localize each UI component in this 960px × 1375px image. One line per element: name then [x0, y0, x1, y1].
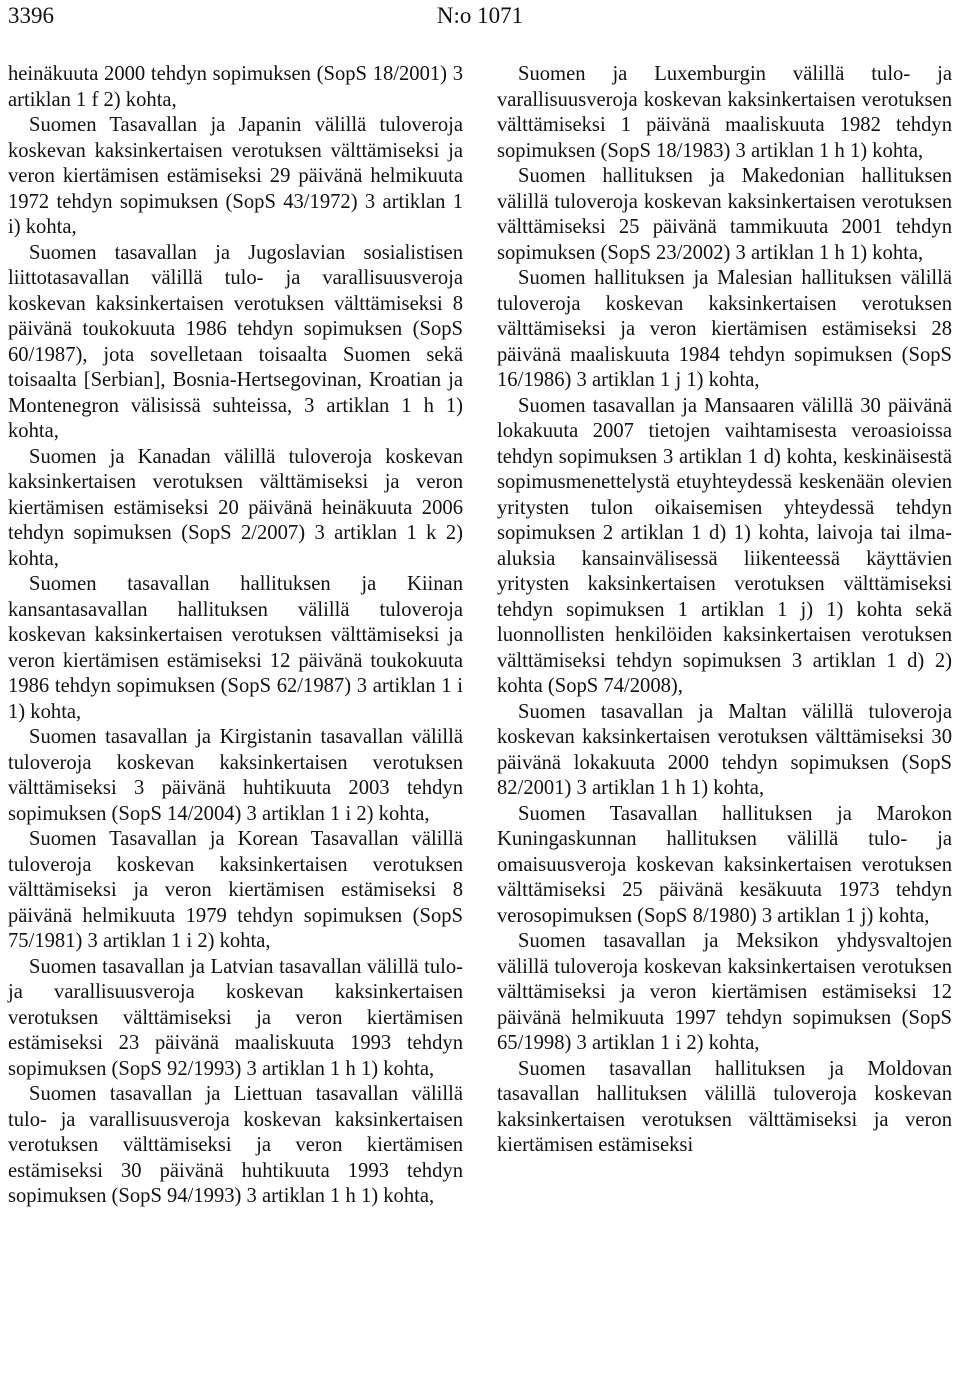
- treaty-item-isle-of-man: Suomen tasavallan ja Mansaaren välillä 30 päivänä lokakuuta 2007 tietojen vaihtamisesta veroasioissa tehdyn sopimuksen 3 artiklan 1 d) kohta, keskinäisestä sopimusmenettelystä etuyhteydessä keskenään olevien yritysten tulon oikaisemisen yhteydessä tehdyn sopimuksen 2 artiklan 1 d) 1) kohta, laivoja tai ilma-aluksia kansainvälisessä liikenteessä käyttävien yritysten kaksinkertaisen verotuksen välttämiseksi tehdyn sopimuksen 1 artiklan 1 j) 1) kohta sekä luonnollisten henkilöiden kaksinkertaisen verotuksen välttämiseksi tehdyn sopimuksen 3 artiklan 1 d) 2) kohta (SopS 74/2008),: [497, 394, 952, 697]
- treaty-item-mexico: Suomen tasavallan ja Meksikon yhdysvaltojen välillä tuloveroja koskevan kaksinkertaisen verotuksen välttämiseksi ja veron kiertämisen estämiseksi 12 päivänä helmikuuta 1997 tehdyn sopimuksen (SopS 65/1998) 3 artiklan 1 i 2) kohta,: [497, 930, 952, 1054]
- treaty-item-malaysia: Suomen hallituksen ja Malesian hallituksen välillä tuloveroja koskevan kaksinkertaisen verotuksen välttämiseksi ja veron kiertämisen estämiseksi 28 päivänä maaliskuuta 1984 tehdyn sopimuksen (SopS 16/1986) 3 artiklan 1 j 1) kohta,: [497, 267, 952, 391]
- treaty-item-yugoslavia: Suomen tasavallan ja Jugoslavian sosialistisen liittotasavallan välillä tulo- ja varallisuusveroja koskevan kaksinkertaisen verotuksen välttämiseksi 8 päivänä toukokuuta 1986 tehdyn sopimuksen (SopS 60/1987), jota sovelletaan toisaalta Suomen sekä toisaalta [Serbian], Bosnia-Hertsegovinan, Kroatian ja Montenegron välisissä suhteissa, 3 artiklan 1 h 1) kohta,: [8, 241, 463, 442]
- treaty-item-korea: Suomen Tasavallan ja Korean Tasavallan välillä tuloveroja koskevan kaksinkertaisen verotuksen välttämiseksi ja veron kiertämisen estämiseksi 8 päivänä helmikuuta 1979 tehdyn sopimuksen (SopS 75/1981) 3 artiklan 1 i 2) kohta,: [8, 828, 463, 952]
- left-column: [8, 62, 463, 1210]
- treaty-item-kyrgyzstan: Suomen tasavallan ja Kirgistanin tasavallan välillä tuloveroja koskevan kaksinkertaisen verotuksen välttämiseksi 3 päivänä huhtikuuta 2003 tehdyn sopimuksen (SopS 14/2004) 3 artiklan 1 i 2) kohta,: [8, 726, 463, 825]
- paragraph-continued: heinäkuuta 2000 tehdyn sopimuksen (SopS 18/2001) 3 artiklan 1 f 2) kohta,: [8, 63, 463, 111]
- treaty-item-latvia: Suomen tasavallan ja Latvian tasavallan välillä tulo- ja varallisuusveroja koskevan kaksinkertaisen verotuksen välttämiseksi ja veron kiertämisen estämiseksi 23 päivänä maaliskuuta 1993 tehdyn sopimuksen (SopS 92/1993) 3 artiklan 1 h 1) kohta,: [8, 955, 463, 1080]
- treaty-item-morocco: Suomen Tasavallan hallituksen ja Marokon Kuningaskunnan hallituksen välillä tulo- ja omaisuusveroja koskevan kaksinkertaisen verotuksen välttämiseksi 25 päivänä kesäkuuta 1973 tehdyn verosopimuksen (SopS 8/1980) 3 artiklan 1 j) kohta,: [497, 802, 952, 927]
- page-header: [8, 0, 952, 40]
- treaty-item-canada: Suomen ja Kanadan välillä tuloveroja koskevan kaksinkertaisen verotuksen välttämiseksi ja veron kiertämisen estämiseksi 20 päivänä heinäkuuta 2006 tehdyn sopimuksen (SopS 2/2007) 3 artiklan 1 k 2) kohta,: [8, 445, 463, 570]
- treaty-item-moldova: Suomen tasavallan hallituksen ja Moldovan tasavallan hallituksen välillä tuloveroja koskevan kaksinkertaisen verotuksen välttämiseksi ja veron kiertämisen estämiseksi: [497, 1057, 952, 1156]
- treaty-item-lithuania: Suomen tasavallan ja Liettuan tasavallan välillä tulo- ja varallisuusveroja koskevan kaksinkertaisen verotuksen välttämiseksi ja veron kiertämisen estämiseksi 30 päivänä huhtikuuta 1993 tehdyn sopimuksen (SopS 94/1993) 3 artiklan 1 h 1) kohta,: [8, 1083, 463, 1207]
- right-column: [497, 62, 952, 1159]
- treaty-item-malta: Suomen tasavallan ja Maltan välillä tuloveroja koskevan kaksinkertaisen verotuksen välttämiseksi 30 päivänä lokakuuta 2000 tehdyn sopimuksen (SopS 82/2001) 3 artiklan 1 h 1) kohta,: [497, 700, 952, 799]
- page-number: 3396: [8, 3, 54, 28]
- treaty-item-luxembourg: Suomen ja Luxemburgin välillä tulo- ja varallisuusveroja koskevan kaksinkertaisen verotuksen välttämiseksi 1 päivänä maaliskuuta 1982 tehdyn sopimuksen (SopS 18/1983) 3 artiklan 1 h 1) kohta,: [497, 63, 952, 162]
- treaty-item-china: Suomen tasavallan hallituksen ja Kiinan kansantasavallan hallituksen välillä tuloveroja koskevan kaksinkertaisen verotuksen välttämiseksi ja veron kiertämisen estämiseksi 12 päivänä toukokuuta 1986 tehdyn sopimuksen (SopS 62/1987) 3 artiklan 1 i 1) kohta,: [8, 573, 463, 723]
- treaty-item-japan: Suomen Tasavallan ja Japanin välillä tuloveroja koskevan kaksinkertaisen verotuksen välttämiseksi ja veron kiertämisen estämiseksi 29 päivänä helmikuuta 1972 tehdyn sopimuksen (SopS 43/1972) 3 artiklan 1 i) kohta,: [8, 114, 463, 238]
- treaty-item-macedonia: Suomen hallituksen ja Makedonian hallituksen välillä tuloveroja koskevan kaksinkertaisen verotuksen välttämiseksi 25 päivänä tammikuuta 2001 tehdyn sopimuksen (SopS 23/2002) 3 artiklan 1 h 1) kohta,: [497, 165, 952, 264]
- issue-number: N:o 1071: [436, 3, 524, 28]
